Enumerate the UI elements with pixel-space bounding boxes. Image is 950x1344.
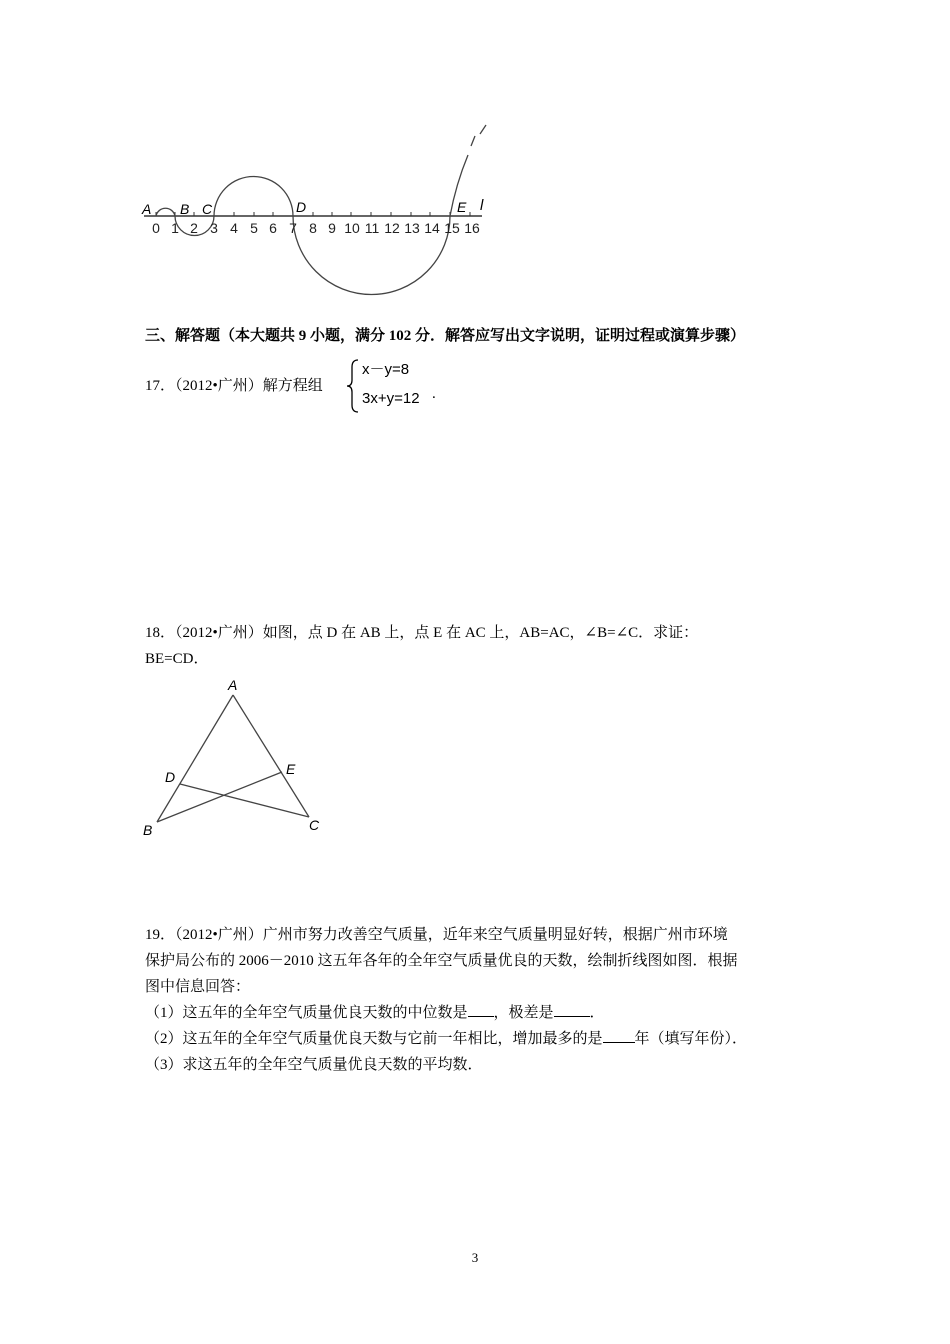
- tick-label: 14: [424, 220, 440, 236]
- tick-label: 2: [190, 220, 198, 236]
- q19-line3: 图中信息回答：: [145, 979, 251, 995]
- section-heading: 三、解答题（本大题共 9 小题，满分 102 分．解答应写出文字说明，证明过程或演算步骤）: [145, 328, 746, 344]
- tick-label: 9: [328, 220, 336, 236]
- tick-label: 8: [309, 220, 317, 236]
- q19-part1-text-c: ．: [589, 1005, 605, 1021]
- segment-AC: [233, 695, 309, 817]
- vertex-C: C: [309, 817, 320, 833]
- segment-CD: [180, 784, 309, 817]
- vertex-B: B: [143, 822, 153, 838]
- q19-part2-text-a: （2）这五年的全年空气质量优良天数与它前一年相比，增加最多的是: [145, 1031, 603, 1047]
- range-blank[interactable]: [554, 1000, 590, 1017]
- q19-part1-text-a: （1）这五年的全年空气质量优良天数的中位数是: [145, 1005, 468, 1021]
- q18-line2: BE=CD．: [145, 651, 209, 667]
- label-E: E: [457, 199, 467, 215]
- label-D: D: [296, 199, 307, 215]
- q19-line2: 保护局公布的 2006－2010 这五年各年的全年空气质量优良的天数，绘制折线图如图．根据: [145, 953, 738, 969]
- arc-0-1: [156, 208, 175, 216]
- median-blank[interactable]: [468, 1000, 494, 1017]
- q19-part1-text-b: ，极差是: [493, 1005, 554, 1021]
- label-B: B: [180, 201, 190, 217]
- tick-label: 4: [230, 220, 238, 236]
- tick-label: 12: [384, 220, 400, 236]
- triangle-figure: [135, 675, 335, 845]
- tick-label: 5: [250, 220, 258, 236]
- year-blank[interactable]: [603, 1026, 635, 1043]
- tick-label: 3: [210, 220, 218, 236]
- tick-label: 13: [404, 220, 420, 236]
- equation-2: 3x+y=12: [362, 390, 420, 407]
- tick-label: 0: [152, 220, 160, 236]
- segment-AB: [157, 695, 233, 822]
- q19-part2-text-b: 年（填写年份）．: [634, 1031, 748, 1047]
- segment-BE: [157, 772, 282, 822]
- page-number: 3: [471, 1250, 479, 1265]
- q19-part1: [145, 1000, 605, 1026]
- q19-line1: 19．（2012•广州）广州市努力改善空气质量，近年来空气质量明显好转，根据广州市环境: [145, 927, 728, 943]
- tick-label: 11: [364, 220, 380, 236]
- label-A: A: [142, 201, 152, 217]
- tick-label: 7: [289, 220, 297, 236]
- vertex-D: D: [165, 769, 176, 785]
- q19-part2: [145, 1026, 747, 1052]
- vertex-E: E: [286, 761, 296, 777]
- tick-label: 6: [269, 220, 277, 236]
- tick-label: 16: [464, 220, 480, 236]
- equation-brace: [346, 358, 360, 414]
- q17-suffix: .: [432, 386, 436, 402]
- label-C: C: [202, 201, 213, 217]
- arc-continue-dash1: [471, 136, 475, 146]
- vertex-A: A: [228, 677, 238, 693]
- q18-line1: 18．（2012•广州）如图，点 D 在 AB 上，点 E 在 AC 上，AB=AC，∠B=∠C．求证：: [145, 625, 699, 641]
- number-line-figure: [130, 120, 500, 305]
- q17-prefix: 17．（2012•广州）解方程组: [145, 378, 323, 394]
- equation-1: x－y=8: [362, 361, 410, 378]
- tick-label: 15: [444, 220, 460, 236]
- arc-3-7: [214, 177, 293, 216]
- tick-label: 1: [171, 220, 179, 236]
- arc-continue-dash2: [480, 125, 486, 134]
- tick-label: 10: [344, 220, 360, 236]
- label-l: l: [480, 197, 484, 214]
- q19-part3: （3）求这五年的全年空气质量优良天数的平均数．: [145, 1057, 483, 1073]
